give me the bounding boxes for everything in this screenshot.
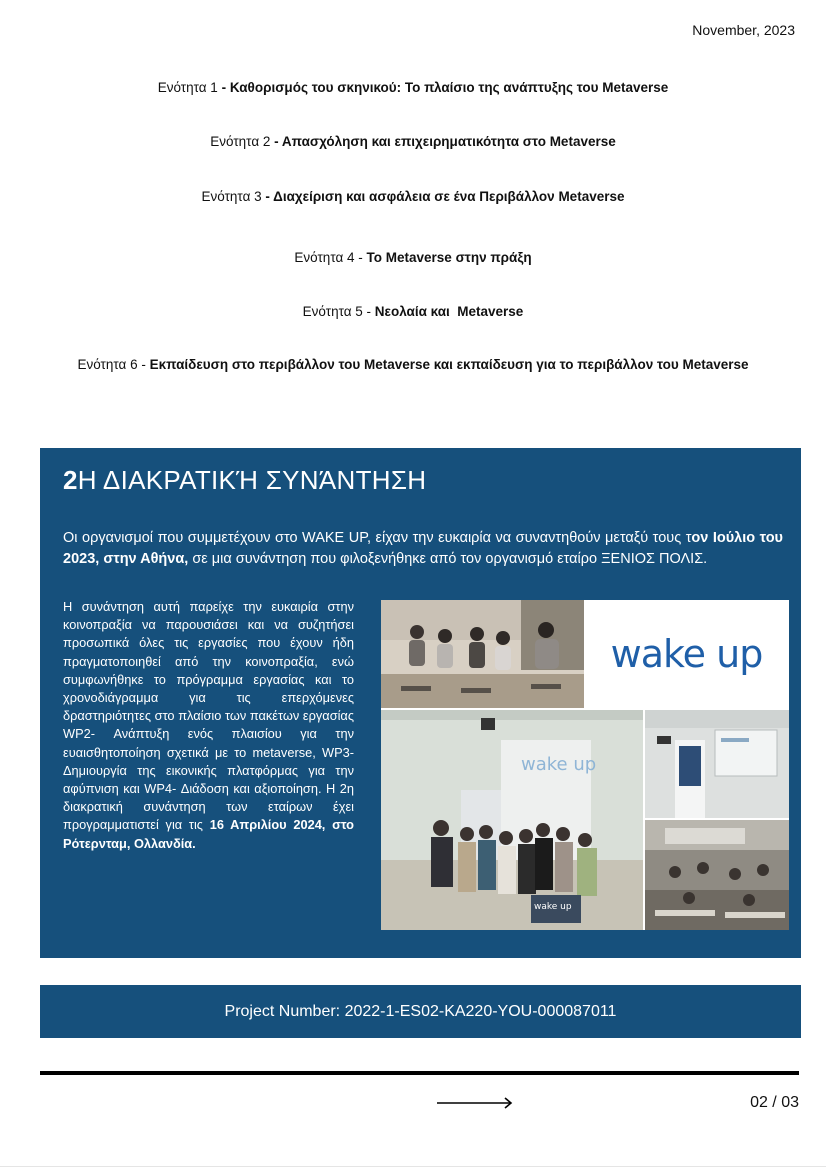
module-6	[0, 357, 826, 372]
module-3-sep: -	[261, 189, 274, 204]
module-6-sep: -	[137, 357, 150, 372]
meeting-section	[40, 448, 801, 958]
meeting-title-number: 2	[63, 465, 78, 495]
module-5-sep: -	[362, 304, 375, 319]
meeting-title	[63, 465, 426, 496]
module-5-title: Νεολαία και Metaverse	[374, 304, 524, 319]
module-6-prefix: Ενότητα 6	[77, 357, 138, 372]
project-number-banner	[40, 985, 801, 1038]
module-6-title: Εκπαίδευση στο περιβάλλον του Metaverse και εκπαίδευση για το περιβάλλον του Metaverse	[149, 357, 749, 372]
wake-up-logo	[584, 600, 789, 708]
meeting-next-date: 16 Απριλίου 2024, στο Ρότερνταμ, Ολλανδία.	[63, 817, 355, 851]
module-1-sep: -	[217, 80, 230, 95]
meeting-intro-end: σε μια συνάντηση που φιλοξενήθηκε από τον οργανισμό εταίρο ΞΕΝΙΟΣ ΠΟΛΙΣ.	[188, 551, 708, 567]
module-3	[0, 189, 826, 204]
module-4-prefix: Ενότητα 4	[294, 250, 355, 265]
group-photo-illustration	[381, 710, 643, 930]
module-1-title: Καθορισμός του σκηνικού: Το πλαίσιο της ανάπτυξης του Metaverse	[229, 80, 669, 95]
module-1-prefix: Ενότητα 1	[157, 80, 218, 95]
module-4-sep: -	[354, 250, 367, 265]
workshop-illustration	[645, 820, 789, 930]
module-2-title: Απασχόληση και επιχειρηματικότητα στο Metaverse	[281, 134, 616, 149]
meeting-intro-date: ον Ιούλιο του 2023, στην Αθήνα,	[63, 530, 783, 567]
group-photo	[381, 710, 643, 930]
page-number: 02 / 03	[750, 1094, 799, 1111]
laptop-sticker-text: wake up	[534, 902, 572, 912]
meeting-room-illustration	[645, 710, 789, 818]
photo-collage	[381, 600, 789, 930]
vr-session-illustration	[381, 600, 584, 708]
meeting-intro	[63, 528, 783, 570]
meeting-title-text: Η ΔΙΑΚΡΑΤΙΚΉ ΣΥΝΆΝΤΗΣΗ	[77, 465, 427, 495]
module-3-prefix: Ενότητα 3	[201, 189, 262, 204]
group-banner-text: wake up	[521, 754, 597, 775]
document-date: November, 2023	[692, 22, 795, 38]
module-2-sep: -	[270, 134, 282, 149]
page-edge	[0, 1166, 826, 1167]
module-2	[0, 134, 826, 149]
module-5-prefix: Ενότητα 5	[302, 304, 363, 319]
workshop-photo	[645, 820, 789, 930]
footer-divider	[40, 1071, 799, 1075]
module-4-title: Το Metaverse στην πράξη	[366, 250, 532, 265]
module-5	[0, 304, 826, 319]
module-3-title: Διαχείριση και ασφάλεια σε ένα Περιβάλλον Metaverse	[273, 189, 625, 204]
project-number: Project Number: 2022-1-ES02-KA220-YOU-000087011	[224, 1002, 617, 1020]
wake-up-logo-text: wake up	[610, 632, 763, 676]
meeting-body	[63, 598, 354, 853]
meeting-room-photo	[645, 710, 789, 818]
module-2-prefix: Ενότητα 2	[210, 134, 271, 149]
module-4	[0, 250, 826, 265]
meeting-body-text: Η συνάντηση αυτή παρείχε την ευκαιρία στην κοινοπραξία να παρουσιάσει και να συζητήσει προσωπικά όλες τις εργασίες που έχουν ήδη πραγματοποιηθεί από την κοινοπραξία, ενώ συμφωνήθηκε το πρόγραμμα εργασίας και το χρονοδιάγραμμα για τις επερχόμενες δραστηριότητες στο πλαίσιο των πακέτων εργασίας WP2- Ανάπτυξη ενός πλαισίου για την ευαισθητοποίηση σχετικά με το metaverse, WP3- Δημιουργία της εικονικής πλατφόρμας για την αφύπνιση και WP4- Διάδοση και αξιοποίηση. Η 2η διακρατική συνάντηση των εταίρων έχει προγραμματιστεί για τις	[63, 599, 354, 833]
module-1	[0, 80, 826, 95]
vr-session-photo	[381, 600, 584, 708]
meeting-intro-start: Οι οργανισμοί που συμμετέχουν στο WAKE UP, είχαν την ευκαιρία να συναντηθούν μεταξύ τους τ	[63, 530, 692, 546]
next-page-arrow-icon[interactable]	[436, 1096, 514, 1110]
